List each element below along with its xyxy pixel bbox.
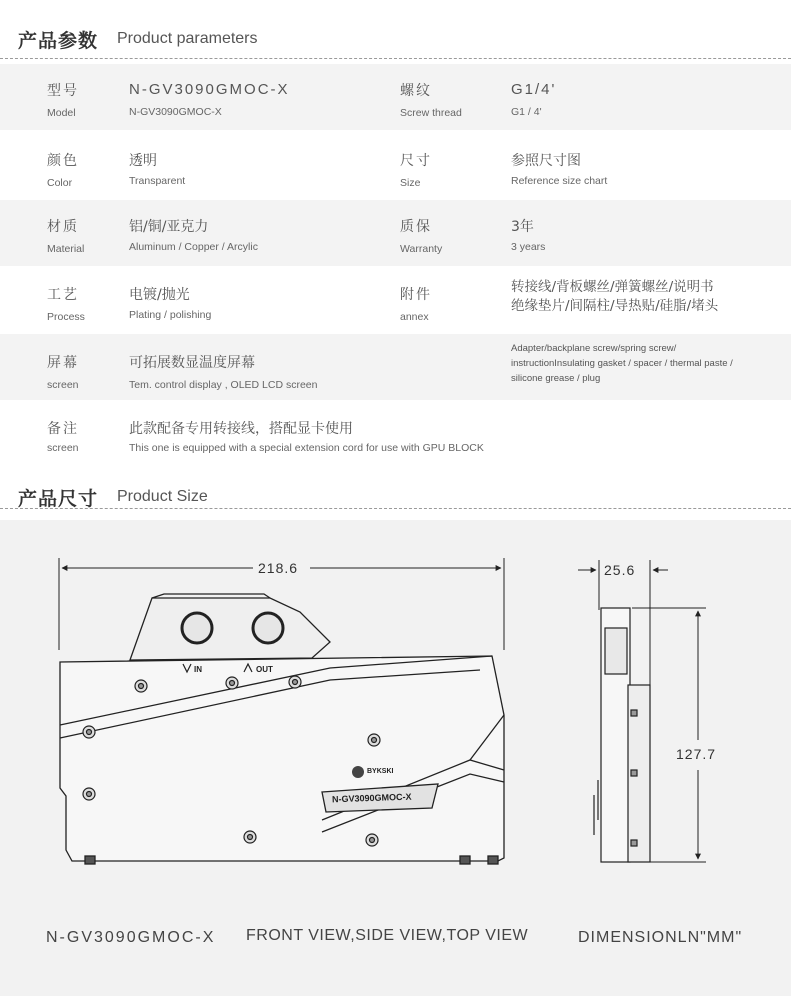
param-label-cn: 工艺 [47,287,79,303]
param-value: 3年 [511,219,534,235]
param-value-en: N-GV3090GMOC-X [129,106,222,118]
param-label-cn: 颜色 [47,153,79,169]
section-divider [0,508,791,509]
param-value: N-GV3090GMOC-X [129,81,290,98]
param-value: 电镀/抛光 [129,287,190,303]
param-label-en: Color [47,177,73,189]
section-divider [0,58,791,59]
param-row-color [0,134,791,200]
param-value: 可拓展数显温度屏幕 [129,355,255,371]
param-label-en: Warranty [400,243,443,255]
side-view [594,608,650,862]
param-row-remark [0,402,791,468]
height-label: 127.7 [676,746,717,762]
thickness-label: 25.6 [604,562,636,578]
in-label: IN [194,665,202,674]
caption-views: FRONT VIEW,SIDE VIEW,TOP VIEW [246,927,529,944]
param-row-process [0,268,791,334]
param-label-en: Model [47,107,76,119]
parameter-table [0,64,791,468]
param-row-model [0,64,791,130]
port-in [182,613,212,643]
param-label-en: annex [400,311,429,323]
param-value: G1/4' [511,81,557,98]
port-out [253,613,283,643]
param-label-cn: 尺寸 [400,153,432,169]
section-title-en: Product parameters [117,30,258,47]
annex-line-2: 绝缘垫片/间隔柱/导热贴/硅脂/堵头 [511,298,719,314]
param-label-cn: 备注 [47,421,79,437]
caption-model: N-GV3090GMOC-X [46,929,216,946]
param-label-cn: 附件 [400,287,432,303]
param-label-cn: 型号 [47,83,79,99]
param-value-en: Plating / polishing [129,309,212,321]
section-title-en: Product Size [117,488,208,505]
annex-value-en: Adapter/backplane screw/spring screw/ instructionInsulating gasket / spacer / thermal paste / silicone grease / plug [511,343,733,384]
out-label: OUT [256,665,273,674]
logo-label: BYKSKI [367,768,394,775]
technical-drawing-svg [0,520,791,996]
param-label-en: screen [47,379,79,391]
param-value: 铝/铜/亚克力 [129,219,209,235]
param-value-en: Transparent [129,175,186,187]
annex-line-1: 转接线/背板螺丝/弹簧螺丝/说明书 [511,279,714,295]
param-value: 透明 [129,153,157,169]
section-header-size [0,478,791,518]
param-label-en: Material [47,243,85,255]
param-label-cn: 材质 [47,219,79,235]
param-label-en: Screw thread [400,107,462,119]
section-title-cn: 产品尺寸 [18,488,99,510]
param-value-en: 3 years [511,241,546,253]
param-value: 参照尺寸图 [511,153,581,169]
param-value-en: G1 / 4' [511,106,542,118]
param-value-en: This one is equipped with a special extension cord for use with GPU BLOCK [129,442,484,454]
param-label-cn: 质保 [400,219,432,235]
width-label: 218.6 [258,560,299,576]
plate-label: N-GV3090GMOC-X [331,791,412,805]
param-value-en: Tem. control display , OLED LCD screen [129,379,318,391]
param-row-screen [0,334,791,400]
dimension-drawing [0,520,791,996]
param-row-material [0,200,791,266]
param-label-en: screen [47,442,79,454]
param-value: 此款配备专用转接线，搭配显卡使用 [129,421,353,437]
section-header-parameters [0,20,791,60]
param-value-en: Aluminum / Copper / Arcylic [129,241,258,253]
section-title-cn: 产品参数 [18,30,99,52]
logo-icon [352,766,364,778]
param-label-cn: 屏幕 [47,355,79,371]
caption-unit: DIMENSIONLN"MM" [578,929,743,946]
param-label-cn: 螺纹 [400,83,432,99]
param-label-en: Size [400,177,421,189]
param-label-en: Process [47,311,85,323]
param-value-en: Reference size chart [511,175,608,187]
